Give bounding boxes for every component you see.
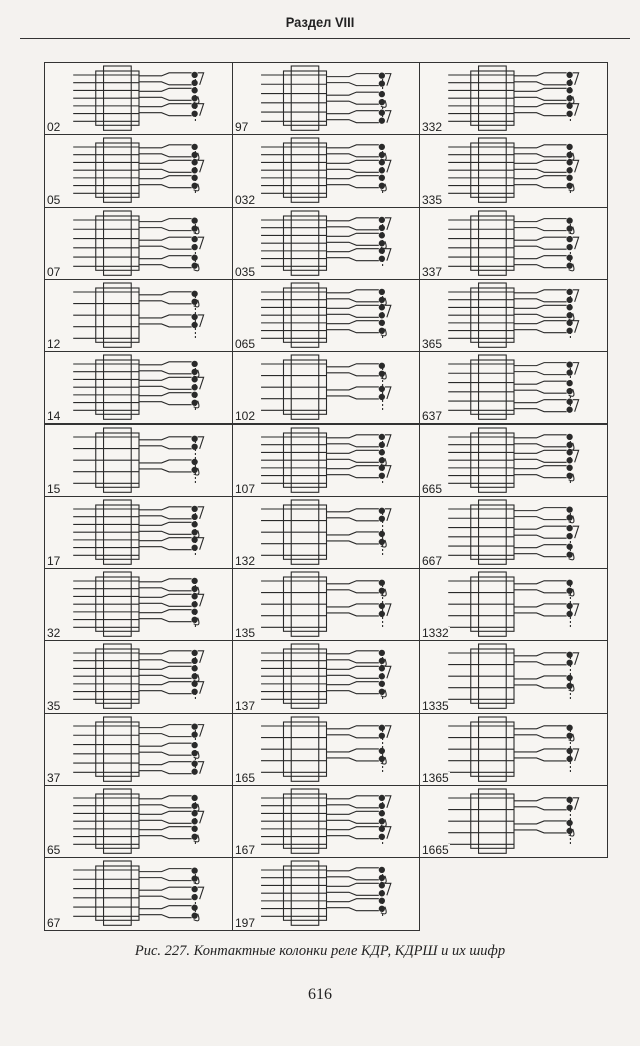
relay-code-label: 167 (235, 843, 256, 858)
contact-column-cell (419, 785, 608, 858)
relay-code-label: 667 (422, 554, 443, 569)
contact-diagram (45, 641, 233, 713)
relay-code-label: 14 (47, 409, 61, 424)
contact-column-cell (232, 713, 420, 786)
page-number: 616 (308, 986, 332, 1003)
figure-caption: Рис. 227. Контактные колонки реле КДР, КДРШ и их шифр (134, 943, 506, 959)
relay-code-label: 365 (422, 337, 443, 352)
contact-column-cell (419, 62, 608, 135)
contact-column-cell (232, 62, 420, 135)
contact-column-cell (44, 496, 233, 569)
contact-column-cell (44, 279, 233, 352)
relay-code-label: 107 (235, 481, 256, 496)
relay-code-label: 07 (47, 264, 61, 279)
relay-code-label: 37 (47, 770, 61, 785)
relay-code-label: 032 (235, 192, 256, 207)
contact-diagram (233, 135, 420, 207)
relay-code-label: 12 (47, 337, 61, 352)
contact-column-cell (419, 640, 608, 713)
contact-column-cell (44, 568, 233, 641)
relay-code-label: 15 (47, 481, 61, 496)
contact-diagram (45, 858, 233, 930)
contact-diagram (45, 135, 233, 207)
contact-column-cell (44, 424, 233, 497)
contact-diagram (233, 714, 420, 786)
header-rule (20, 38, 630, 39)
section-header: Раздел VIII (285, 14, 355, 30)
contact-diagram (233, 858, 420, 930)
contact-diagram (233, 786, 420, 858)
relay-code-label: 197 (235, 915, 256, 930)
contact-column-cell (419, 207, 608, 280)
contact-column-cell (232, 568, 420, 641)
contact-diagram (45, 208, 233, 280)
contact-column-cell (44, 62, 233, 135)
contact-column-cell (232, 424, 420, 497)
contact-diagram (45, 786, 233, 858)
contact-column-cell (419, 351, 608, 424)
contact-diagram (233, 425, 420, 497)
contact-diagram (45, 714, 233, 786)
contact-diagram (45, 280, 233, 352)
relay-code-label: 132 (235, 554, 256, 569)
relay-code-label: 135 (235, 626, 256, 641)
contact-columns-grid (44, 62, 607, 930)
contact-diagram (233, 641, 420, 713)
relay-code-label: 97 (235, 120, 249, 135)
relay-code-label: 165 (235, 770, 256, 785)
contact-column-cell (419, 279, 608, 352)
contact-column-cell (44, 857, 233, 930)
contact-diagram (233, 63, 420, 135)
relay-code-label: 637 (422, 409, 443, 424)
relay-code-label: 35 (47, 698, 61, 713)
relay-code-label: 1335 (422, 698, 449, 713)
contact-column-cell (44, 713, 233, 786)
relay-code-label: 065 (235, 337, 256, 352)
contact-column-cell (419, 424, 608, 497)
contact-column-cell (44, 134, 233, 207)
contact-column-cell (419, 496, 608, 569)
relay-code-label: 65 (47, 843, 61, 858)
contact-diagram (420, 63, 608, 135)
contact-column-cell (44, 351, 233, 424)
contact-column-cell (44, 207, 233, 280)
relay-code-label: 1332 (422, 626, 449, 641)
relay-code-label: 332 (422, 120, 443, 135)
relay-code-label: 1665 (422, 843, 449, 858)
contact-diagram (233, 352, 420, 424)
relay-code-label: 102 (235, 409, 256, 424)
contact-column-cell (232, 785, 420, 858)
contact-diagram (45, 569, 233, 641)
contact-diagram (420, 497, 608, 569)
contact-diagram (45, 497, 233, 569)
contact-column-cell (44, 785, 233, 858)
contact-diagram (233, 280, 420, 352)
contact-column-cell (419, 134, 608, 207)
relay-code-label: 137 (235, 698, 256, 713)
contact-diagram (233, 208, 420, 280)
contact-column-cell (232, 134, 420, 207)
relay-code-label: 17 (47, 554, 61, 569)
contact-column-cell (232, 496, 420, 569)
contact-column-cell (232, 207, 420, 280)
contact-column-cell (419, 713, 608, 786)
contact-diagram (45, 352, 233, 424)
relay-code-label: 035 (235, 264, 256, 279)
relay-code-label: 1365 (422, 770, 449, 785)
relay-code-label: 67 (47, 915, 61, 930)
relay-code-label: 665 (422, 481, 443, 496)
contact-column-cell (232, 857, 420, 930)
contact-column-cell (232, 640, 420, 713)
contact-diagram (420, 208, 608, 280)
contact-column-cell (419, 568, 608, 641)
contact-diagram (420, 425, 608, 497)
contact-diagram (420, 352, 608, 424)
relay-code-label: 335 (422, 192, 443, 207)
relay-code-label: 05 (47, 192, 61, 207)
contact-diagram (233, 497, 420, 569)
contact-diagram (420, 135, 608, 207)
relay-code-label: 32 (47, 626, 61, 641)
relay-code-label: 337 (422, 264, 443, 279)
contact-column-cell (44, 640, 233, 713)
contact-diagram (420, 280, 608, 352)
contact-diagram (233, 569, 420, 641)
relay-code-label: 02 (47, 120, 61, 135)
contact-diagram (45, 425, 233, 497)
contact-diagram (45, 63, 233, 135)
contact-column-cell (232, 351, 420, 424)
contact-column-cell (232, 279, 420, 352)
